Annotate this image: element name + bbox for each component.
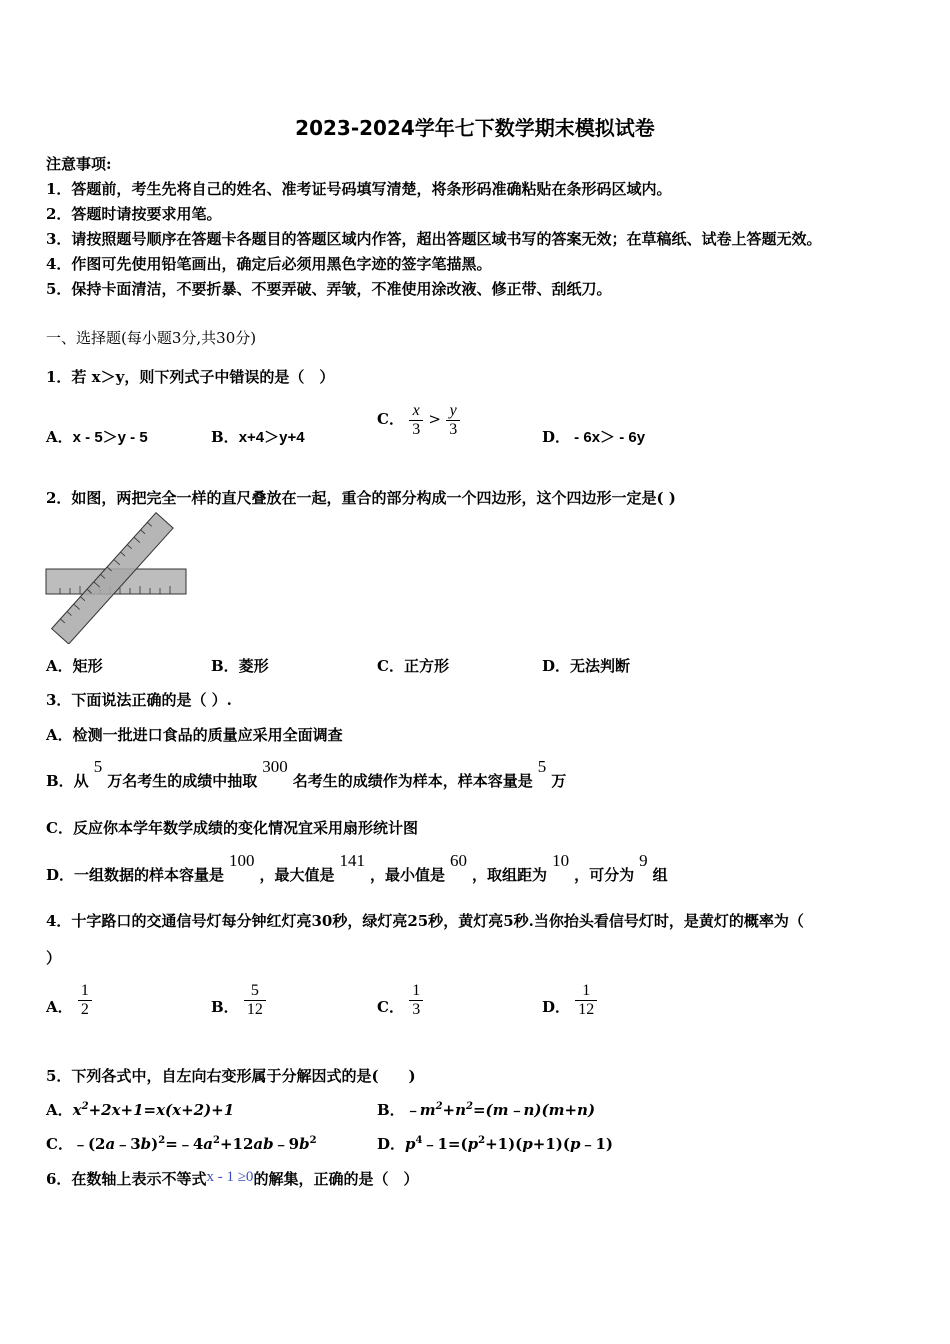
q1-option-a (46, 426, 148, 447)
q2-stem: 2．如图，两把完全一样的直尺叠放在一起，重合的部分构成一个四边形，这个四边形一定是( ) (46, 489, 676, 507)
notice-heading: 注意事项: (46, 155, 112, 173)
q1-a-label: A． (46, 428, 73, 446)
q3-stem: 3．下面说法正确的是（ ）. (46, 691, 232, 709)
q3-d-text-5: ，可分为 (574, 866, 635, 884)
q1-c-frac1: $\frac{x}{3}$ (409, 402, 423, 438)
q4-b-label: B． (211, 998, 239, 1017)
q4-stem-cont: ） (46, 949, 62, 967)
q4-stem: 4．十字路口的交通信号灯每分钟红灯亮30秒，绿灯亮25秒，黄灯亮5秒.当你抬头看信号灯时，是黄灯的概率为（ (46, 912, 804, 930)
q5-option-d (377, 1133, 613, 1154)
q3-d-num-1: 100 (229, 851, 255, 870)
q3-d-num-3: 60 (450, 851, 468, 870)
q3-b-num-3: 5 (537, 757, 547, 776)
notice-item-5: 5．保持卡面清洁，不要折暴、不要弄破、弄皱，不准使用涂改液、修正带、刮纸刀。 (46, 280, 612, 298)
q3-d-num-4: 10 (552, 851, 570, 870)
q5-d-label: D． (377, 1135, 406, 1153)
q3-b-text-4: 万 (551, 772, 567, 790)
q3-option-d (46, 851, 668, 885)
q5-b-expr: $﹣m^2+n^2=(m﹣n)(m+n)$ (404, 1101, 596, 1119)
q3-option-a: A．检测一批进口食品的质量应采用全面调查 (46, 726, 343, 744)
q1-d-text: - 6x＞ - 6y (570, 429, 646, 446)
q4-b-frac: $\frac{5}{12}$ (244, 982, 266, 1018)
q1-stem: 1．若 x＞y，则下列式子中错误的是（ ） (46, 368, 335, 386)
q5-b-label: B． (377, 1101, 405, 1119)
q3-b-text-3: 名考生的成绩作为样本，样本容量是 (292, 772, 533, 790)
q3-d-text-2: ，最大值是 (259, 866, 335, 884)
q3-option-c: C．反应你本学年数学成绩的变化情况宜采用扇形统计图 (46, 819, 418, 837)
q1-a-text: x - 5＞y - 5 (72, 429, 148, 446)
notice-item-3: 3．请按照题号顺序在答题卡各题目的答题区域内作答，超出答题区域书写的答案无效；在草稿纸、试卷上答题无效。 (46, 230, 822, 248)
q5-option-a (46, 1099, 234, 1120)
section-heading: 一、选择题(每小题3分,共30分) (46, 329, 257, 347)
q5-c-label: C． (46, 1135, 73, 1153)
q4-option-d (542, 982, 597, 1018)
q1-b-text: x+4＞y+4 (238, 429, 305, 446)
q6-stem-post: 的解集，正确的是（ ） (253, 1170, 419, 1188)
q5-c-expr: $﹣(2a﹣3b)^2=﹣4a^2+12ab﹣9b^2$ (72, 1135, 317, 1153)
q4-option-c (377, 982, 423, 1018)
q2-option-a: A．矩形 (46, 657, 103, 675)
q4-d-label: D． (542, 998, 571, 1017)
q4-c-frac: $\frac{1}{3}$ (409, 982, 423, 1018)
q1-option-b (211, 426, 305, 447)
page-title: 2023-2024学年七下数学期末模拟试卷 (295, 116, 655, 140)
q5-a-label: A． (46, 1101, 73, 1119)
q4-c-label: C． (377, 998, 404, 1017)
q1-c-frac2: $\frac{y}{3}$ (446, 402, 460, 438)
q3-d-text-4: ，取组距为 (472, 866, 548, 884)
q4-option-b (211, 982, 266, 1018)
q1-c-label: C． (377, 410, 404, 429)
q5-stem: 5．下列各式中，自左向右变形属于分解因式的是( ) (46, 1067, 416, 1085)
q3-b-num-1: 5 (93, 757, 103, 776)
q4-d-frac: $\frac{1}{12}$ (575, 982, 597, 1018)
q5-option-c (46, 1133, 317, 1154)
q2-option-c: C．正方形 (377, 657, 449, 675)
q5-option-b (377, 1099, 595, 1120)
q5-d-expr: $p^4﹣1=(p^2+1)(p+1)(p﹣1)$ (405, 1135, 614, 1153)
q1-c-gt: > (428, 410, 441, 429)
notice-item-2: 2．答题时请按要求用笔。 (46, 205, 222, 223)
q1-option-d (542, 426, 645, 447)
q4-option-a (46, 982, 92, 1018)
q6-stem-pre: 6．在数轴上表示不等式 (46, 1170, 207, 1188)
q3-d-num-2: 141 (339, 851, 366, 870)
q4-a-label: A． (46, 998, 73, 1017)
q3-d-num-5: 9 (639, 851, 648, 870)
notice-item-4: 4．作图可先使用铅笔画出，确定后必须用黑色字迹的签字笔描黑。 (46, 255, 492, 273)
rulers-figure (40, 512, 195, 644)
q2-option-b: B．菱形 (211, 657, 269, 675)
q3-b-text-1: B．从 (46, 772, 89, 790)
q3-d-text-1: D．一组数据的样本容量是 (46, 866, 225, 884)
q5-a-expr: $x^2+2x+1=x(x+2)+1$ (72, 1101, 235, 1119)
q2-option-d: D．无法判断 (542, 657, 631, 675)
q3-b-text-2: 万名考生的成绩中抽取 (107, 772, 258, 790)
q6-inequality: x - 1 ≥0 (206, 1169, 254, 1185)
q1-option-c (377, 402, 460, 438)
q6-stem (46, 1168, 418, 1189)
q1-d-label: D． (542, 428, 571, 446)
q1-b-label: B． (211, 428, 239, 446)
q3-d-text-6: 组 (652, 866, 668, 884)
q3-option-b (46, 757, 567, 791)
q4-a-frac: $\frac{1}{2}$ (78, 982, 92, 1018)
q3-d-text-3: ，最小值是 (370, 866, 446, 884)
notice-item-1: 1．答题前，考生先将自己的姓名、准考证号码填写清楚，将条形码准确粘贴在条形码区域内。 (46, 180, 672, 198)
q3-b-num-2: 300 (262, 757, 288, 776)
